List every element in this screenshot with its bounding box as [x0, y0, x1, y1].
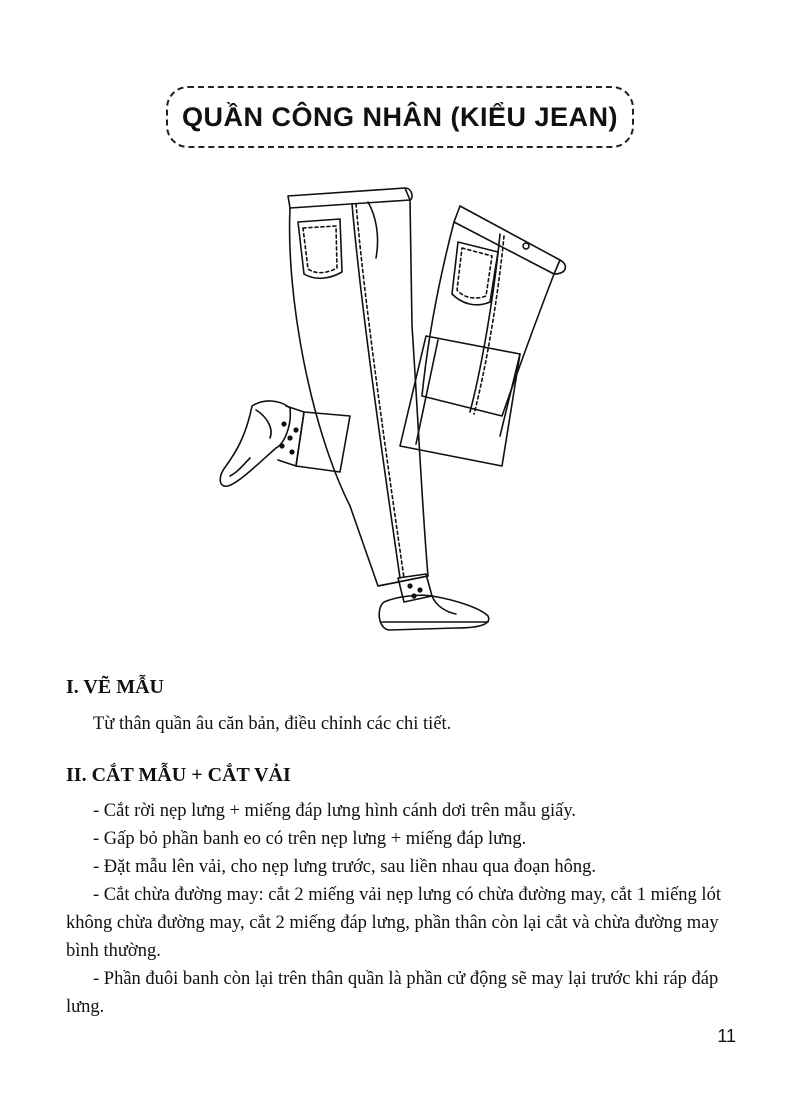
paragraph: - Gấp bỏ phần banh eo có trên nẹp lưng + miếng đáp lưng.	[93, 829, 527, 849]
section-heading-ve-mau: I. VẼ MẪU	[66, 676, 164, 698]
front-leg-drawing	[288, 188, 428, 586]
back-leg-drawing	[400, 206, 565, 466]
rear-leg-drawing	[278, 406, 350, 472]
title-box	[166, 86, 634, 148]
paragraph: Từ thân quần âu căn bản, điều chỉnh các chi tiết.	[93, 714, 452, 734]
paragraph: - Đặt mẫu lên vải, cho nẹp lưng trước, sau liền nhau qua đoạn hông.	[93, 857, 596, 877]
paragraph: - Cắt chừa đường may: cắt 2 miếng vải nẹp lưng có chừa đường may, cắt 1 miếng lót không chừa đường may, cắt 2 miếng đáp lưng, phần thân còn lại cắt và chừa đường may bình thường.	[66, 885, 721, 961]
back-shoe-drawing	[220, 401, 290, 486]
jeans-illustration	[200, 176, 600, 646]
page-number: 11	[717, 1026, 736, 1046]
paragraph: - Phần đuôi banh còn lại trên thân quần là phần cử động sẽ may lại trước khi ráp đáp lưng.	[66, 969, 719, 1017]
section-heading-cat-mau: II. CẮT MẪU + CẮT VẢI	[66, 764, 291, 786]
paragraph: - Cắt rời nẹp lưng + miếng đáp lưng hình cánh dơi trên mẫu giấy.	[93, 801, 576, 821]
page-title: QUẦN CÔNG NHÂN (KIỂU JEAN)	[181, 101, 618, 132]
